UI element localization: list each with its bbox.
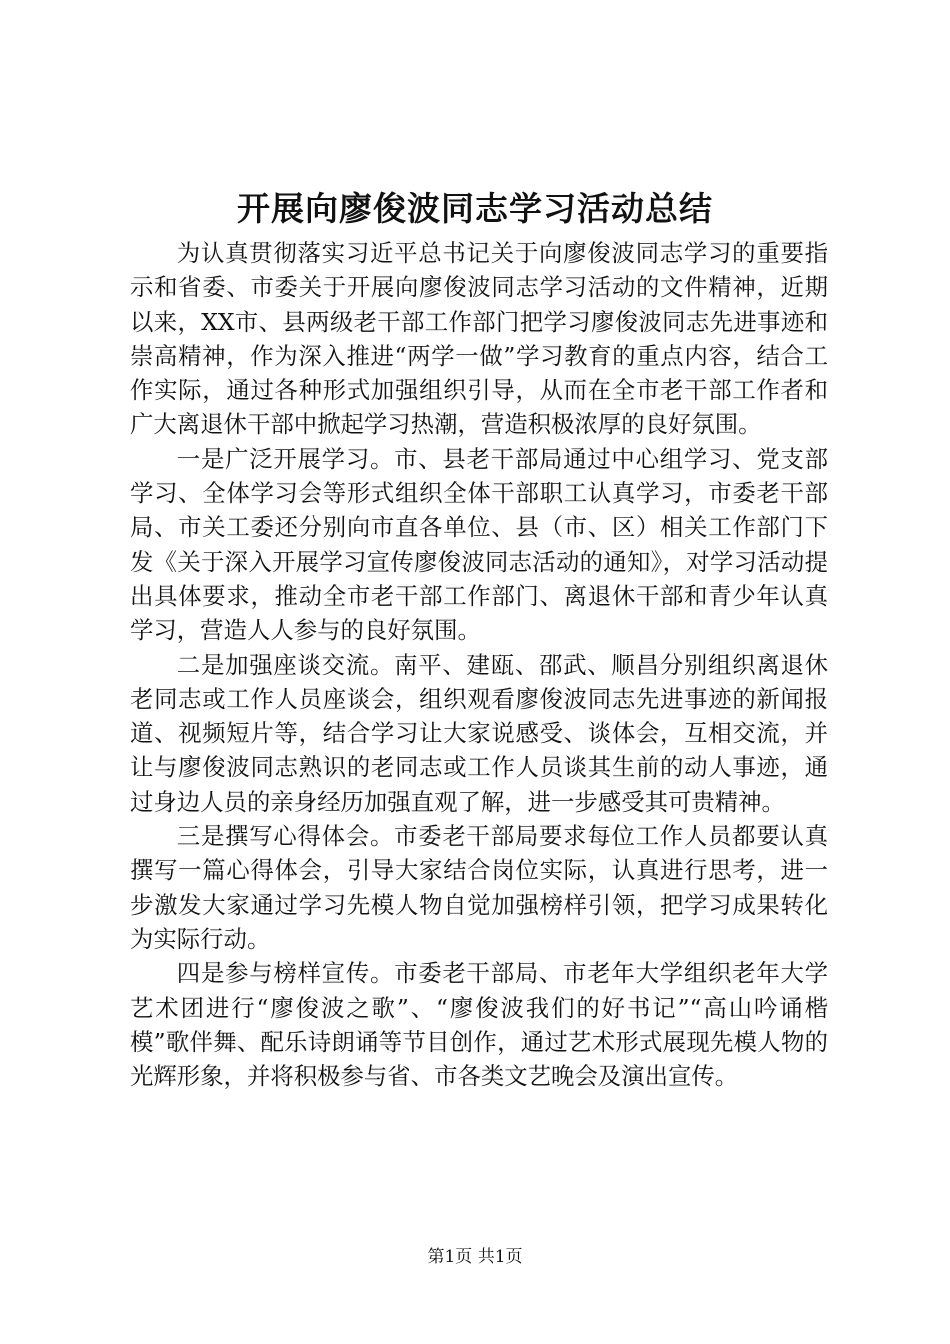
document-title: 开展向廖俊波同志学习活动总结 xyxy=(237,189,713,228)
document-body xyxy=(130,236,828,1093)
paragraph-promotion: 四是参与榜样宣传。市委老干部局、市老年大学组织老年大学艺术团进行“廖俊波之歌”、“廖俊波我们的好书记”“高山吟诵楷模”歌伴舞、配乐诗朗诵等节目创作，通过艺术形式展现先模人物的光辉形象，并将积极参与省、市各类文艺晚会及演出宣传。 xyxy=(130,959,828,1091)
paragraph-intro: 为认真贯彻落实习近平总书记关于向廖俊波同志学习的重要指示和省委、市委关于开展向廖俊波同志学习活动的文件精神，近期以来，XX市、县两级老干部工作部门把学习廖俊波同志先进事迹和崇高精神，作为深入推进“两学一做”学习教育的重点内容，结合工作实际，通过各种形式加强组织引导，从而在全市老干部工作者和广大离退休干部中掀起学习热潮，营造积极浓厚的良好氛围。 xyxy=(130,239,828,439)
paragraph-discussion: 二是加强座谈交流。南平、建瓯、邵武、顺昌分别组织离退休老同志或工作人员座谈会，组织观看廖俊波同志先进事迹的新闻报道、视频短片等，结合学习让大家说感受、谈体会，互相交流，并让与廖俊波同志熟识的老同志或工作人员谈其生前的动人事迹，通过身边人员的亲身经历加强直观了解，进一步感受其可贵精神。 xyxy=(130,650,828,816)
paragraph-study: 一是广泛开展学习。市、县老干部局通过中心组学习、党支部学习、全体学习会等形式组织全体干部职工认真学习，市委老干部局、市关工委还分别向市直各单位、县（市、区）相关工作部门下发《关于深入开展学习宣传廖俊波同志活动的通知》，对学习活动提出具体要求，推动全市老干部工作部门、离退休干部和青少年认真学习，营造人人参与的良好氛围。 xyxy=(130,444,828,645)
page-number-footer: 第1页 共1页 xyxy=(427,1247,523,1267)
paragraph-reflection: 三是撰写心得体会。市委老干部局要求每位工作人员都要认真撰写一篇心得体会，引导大家结合岗位实际，认真进行思考，进一步激发大家通过学习先模人物自觉加强榜样引领，把学习成果转化为实际行动。 xyxy=(130,822,828,953)
